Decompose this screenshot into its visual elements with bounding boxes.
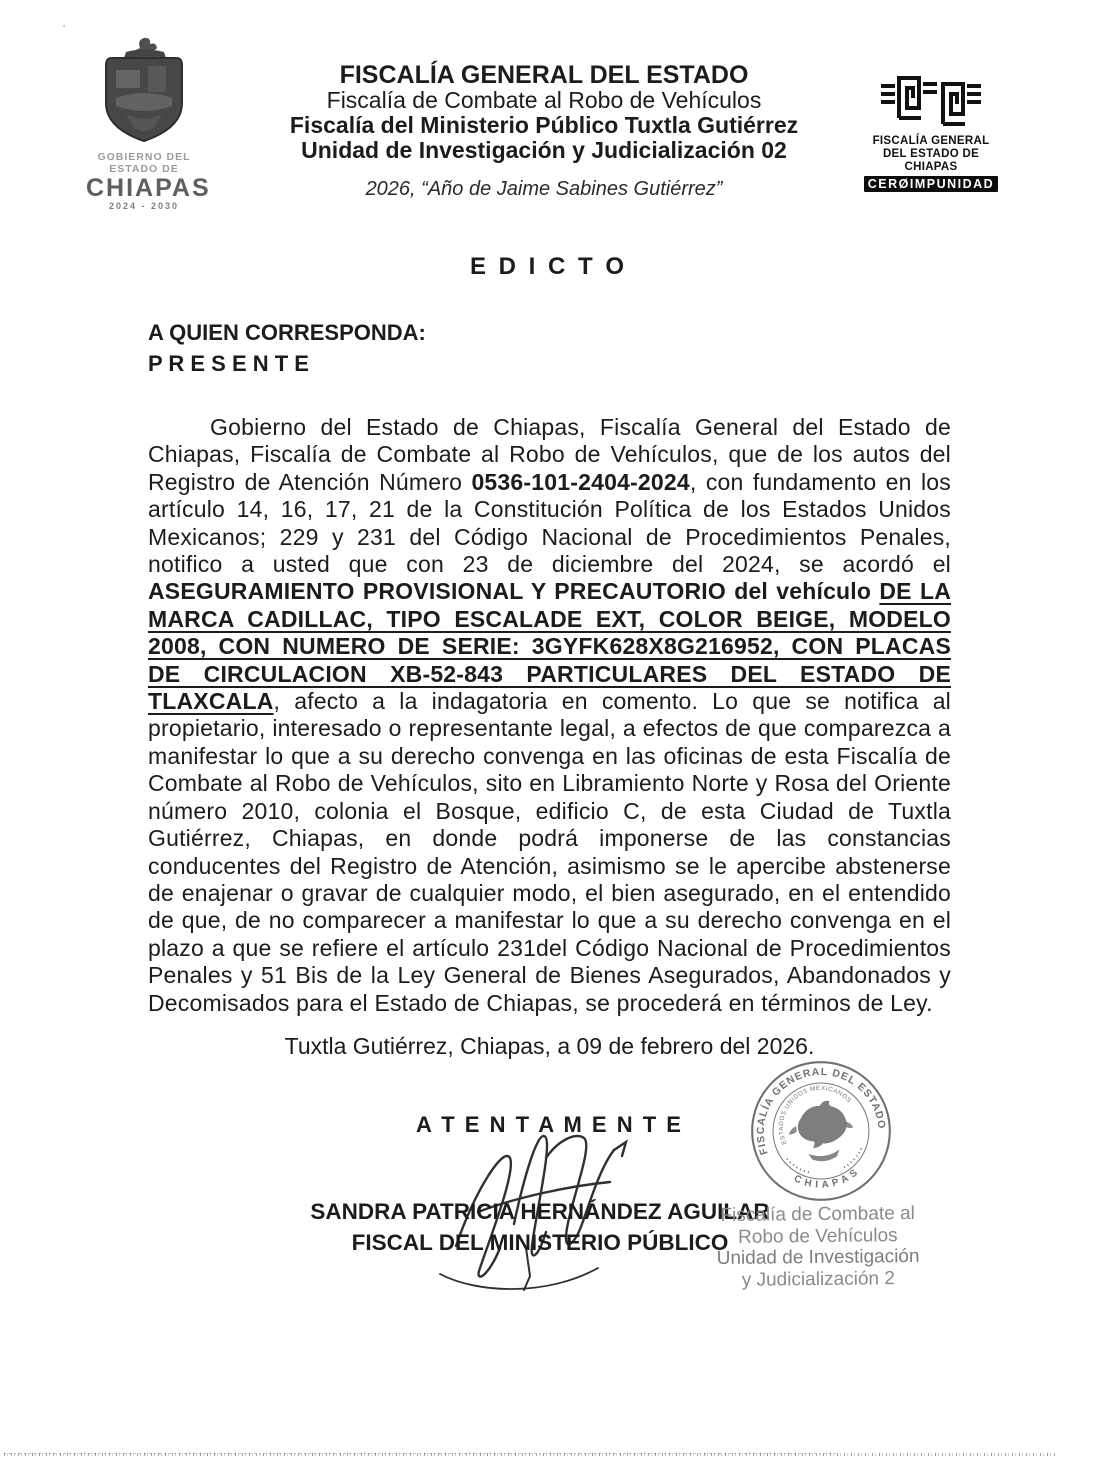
chiapas-government-logo [86,36,211,212]
letterhead-office-line1: FISCALÍA GENERAL DEL ESTADO [339,61,749,89]
vehicle-description: DE LA MARCA CADILLAC, TIPO ESCALADE EXT, COLOR BEIGE, MODELO 2008, CON NUMERO DE SERIE: 3GYFK628X8G216952, CON PLACAS DE CIRCULACION XB-52-843 PARTICULARES DEL ESTADO DE TLAXCALA [148,578,952,715]
right-logo-line1: FISCALÍA GENERAL [872,135,990,147]
letterhead-office-line3: Fiscalía del Ministerio Público Tuxtla Gutiérrez [289,112,799,138]
fiscalia-logo [856,72,1006,193]
unit-stamp-text [716,1203,921,1291]
official-round-seal [739,1049,904,1214]
left-logo-org-line2: ESTADO DE [109,163,179,175]
letterhead-office-line4: Unidad de Investigación y Judicialización 02 [301,137,787,163]
letterhead-year-slogan: 2026, “Año de Jaime Sabines Gutiérrez” [365,178,723,200]
body-paragraph [148,414,951,1017]
signer-title: FISCAL DEL MINISTERIO PÚBLICO [351,1230,729,1255]
addressee-line2: P R E S E N T E [148,351,309,376]
document-title: E D I C T O [469,253,627,280]
body-seg3: , afecto a la indagatoria en comento. Lo que se notifica al propietario, interesado o representante legal, a efectos de que comparezca a manifestar lo que a su derecho convenga en las oficinas de esta Fiscalía de Combate al Robo de Vehículos, sito en Libramiento Norte y Rosa del Oriente número 2010, colonia el Bosque, edificio C, de esta Ciudad de Tuxtla Gutiérrez, Chiapas, en donde podrá imponerse de las constancias conducentes del Registro de Atención, asimismo se le apercibe abstenerse de enajenar o gravar de cualquier modo, el bien asegurado, en el entendido de que, de no comparecer a manifestar lo que a su derecho convenga en el plazo a que se refiere el artículo 231del Código Nacional de Procedimientos Penales y 51 Bis de la Ley General de Bienes Asegurados, Abandonados y Decomisados para el Estado de Chiapas, se procederá en términos de Ley. [148,688,951,1016]
body-seg2: , con fundamento en los artículo 14, 16, 17, 21 de la Constitución Política de los Estados Unidos Mexicanos; 229 y 231 del Código Nacional de Procedimientos Penales, notifico a usted que con 23 de diciembre del 2024, se acordó el [148,468,951,578]
signer-name: SANDRA PATRICIA HERNÁNDEZ AGUILAR [310,1199,770,1224]
left-logo-state-name: CHIAPAS [86,174,211,202]
body-seg1: Gobierno del Estado de Chiapas, Fiscalía General del Estado de Chiapas, Fiscalía de Combate al Robo de Vehículos, que de los autos del Registro de Atención Número [148,414,951,495]
chiapas-coat-of-arms-icon [96,36,192,146]
addressee-line1: A QUIEN CORRESPONDA: [148,320,426,345]
unit-stamp-line2: Robo de Vehículos [738,1224,898,1248]
fiscalia-greca-icon [879,72,983,130]
addressee-block [148,317,426,379]
eagle-emblem-icon [785,1098,857,1166]
decree-text: ASEGURAMIENTO PROVISIONAL Y PRECAUTORIO del vehículo [148,578,880,605]
letterhead-office-line2: Fiscalía de Combate al Robo de Vehículos [326,87,762,113]
unit-stamp-line3: Unidad de Investigación [716,1245,920,1270]
letterhead [268,62,820,200]
closing-atentamente: A T E N T A M E N T E [416,1112,683,1137]
seal-inner-text: ESTADOS UNIDOS MEXICANOS [777,1084,853,1146]
scan-noise-line-2 [4,1453,837,1454]
left-logo-org-line1: GOBIERNO DEL [97,151,191,163]
scan-artifact-mark: ʻ [63,24,66,35]
date-line: Tuxtla Gutiérrez, Chiapas, a 09 de febrero del 2026. [284,1033,815,1059]
seal-outer-text: FISCALÍA GENERAL DEL ESTADO [755,1066,887,1156]
unit-stamp-line1: Fiscalía de Combate al [720,1202,915,1227]
right-logo-line2: DEL ESTADO DE CHIAPAS [882,148,980,173]
seal-bottom-text: CHIAPAS [792,1164,864,1191]
case-number: 0536-101-2404-2024 [471,468,690,495]
cero-impunidad-banner: CERØIMPUNIDAD [864,176,998,192]
left-logo-years: 2024 - 2030 [108,201,180,211]
unit-stamp-line4: y Judicialización 2 [741,1267,896,1291]
